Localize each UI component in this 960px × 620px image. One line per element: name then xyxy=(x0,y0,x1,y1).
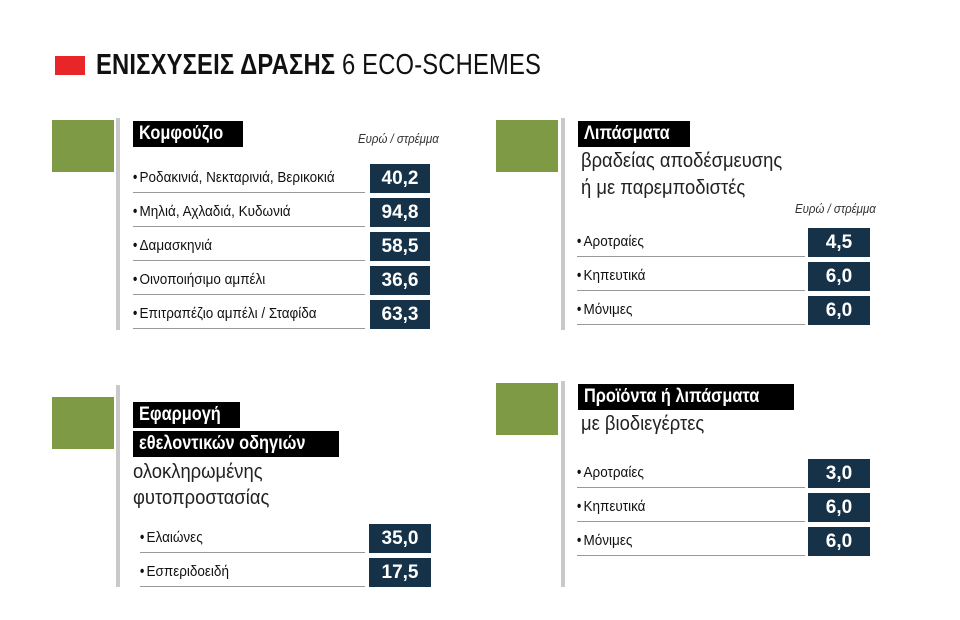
row-label-text: Μόνιμες xyxy=(583,301,633,318)
panel-subtitle: ολοκληρωμένης xyxy=(133,461,263,483)
value-box: 4,5 xyxy=(808,228,870,257)
table-row xyxy=(133,164,430,197)
table-row xyxy=(577,262,870,295)
row-label xyxy=(133,198,365,227)
value-box: 35,0 xyxy=(369,524,431,553)
table-row xyxy=(133,232,430,265)
row-label xyxy=(577,228,805,257)
panel-divider xyxy=(561,118,565,330)
row-label-text: Αροτραίες xyxy=(583,464,644,481)
row-label xyxy=(140,558,365,587)
table-row xyxy=(133,300,430,333)
bullet-icon: • xyxy=(133,271,138,288)
panel-divider xyxy=(561,381,565,587)
value-box: 94,8 xyxy=(370,198,430,227)
row-label-text: Κηπευτικά xyxy=(583,267,646,284)
value-box: 58,5 xyxy=(370,232,430,261)
value-box: 6,0 xyxy=(808,262,870,291)
row-label xyxy=(577,527,805,556)
row-label-text: Ροδακινιά, Νεκταρινιά, Βερικοκιά xyxy=(139,169,335,186)
value-box: 36,6 xyxy=(370,266,430,295)
bullet-icon: • xyxy=(577,301,582,318)
panel-subtitle: φυτοπροστασίας xyxy=(133,487,270,509)
table-row xyxy=(577,527,870,560)
row-label-text: Εσπεριδοειδή xyxy=(146,563,229,580)
row-label xyxy=(133,164,365,193)
bullet-icon: • xyxy=(133,203,138,220)
panel-green-square xyxy=(52,120,114,172)
row-label xyxy=(577,296,805,325)
bullet-icon: • xyxy=(577,532,582,549)
value-box: 6,0 xyxy=(808,296,870,325)
bullet-icon: • xyxy=(577,233,582,250)
row-label xyxy=(133,232,365,261)
row-label xyxy=(577,459,805,488)
panel-subtitle: βραδείας αποδέσμευσης xyxy=(581,150,783,172)
value-box: 40,2 xyxy=(370,164,430,193)
unit-label: Ευρώ / στρέμμα xyxy=(795,201,876,216)
panel-green-square xyxy=(496,383,558,435)
row-label xyxy=(577,262,805,291)
value-box: 3,0 xyxy=(808,459,870,488)
bullet-icon: • xyxy=(133,169,138,186)
panel-green-square xyxy=(52,397,114,449)
panel-title: Εφαρμογή xyxy=(133,402,240,428)
table-row xyxy=(577,493,870,526)
table-row xyxy=(140,558,431,591)
title-accent-square xyxy=(55,56,85,75)
table-row xyxy=(577,296,870,329)
panel-title: εθελοντικών οδηγιών xyxy=(133,431,339,457)
row-label xyxy=(140,524,365,553)
row-label-text: Οινοποιήσιμο αμπέλι xyxy=(139,271,266,288)
bullet-icon: • xyxy=(140,529,145,546)
page-title-light: 6 ECO-SCHEMES xyxy=(342,49,542,81)
row-label-text: Δαμασκηνιά xyxy=(139,237,213,254)
row-label-text: Αροτραίες xyxy=(583,233,644,250)
page-title-bold: ΕΝΙΣΧΥΣΕΙΣ ΔΡΑΣΗΣ xyxy=(96,49,336,81)
panel-divider xyxy=(116,385,120,587)
table-row xyxy=(133,266,430,299)
table-row xyxy=(577,459,870,492)
value-box: 63,3 xyxy=(370,300,430,329)
row-label-text: Μόνιμες xyxy=(583,532,633,549)
row-label xyxy=(133,266,365,295)
panel-green-square xyxy=(496,120,558,172)
bullet-icon: • xyxy=(133,305,138,322)
bullet-icon: • xyxy=(133,237,138,254)
panel-title: Κομφούζιο xyxy=(133,121,243,147)
panel-title: Λιπάσματα xyxy=(578,121,690,147)
table-row xyxy=(133,198,430,231)
row-label-text: Κηπευτικά xyxy=(583,498,646,515)
bullet-icon: • xyxy=(577,464,582,481)
bullet-icon: • xyxy=(577,498,582,515)
panel-subtitle: με βιοδιεγέρτες xyxy=(581,413,705,435)
row-label-text: Επιτραπέζιο αμπέλι / Σταφίδα xyxy=(139,305,317,322)
table-row xyxy=(140,524,431,557)
value-box: 17,5 xyxy=(369,558,431,587)
row-label-text: Μηλιά, Αχλαδιά, Κυδωνιά xyxy=(139,203,291,220)
panel-subtitle: ή με παρεμποδιστές xyxy=(581,177,746,199)
row-label xyxy=(577,493,805,522)
bullet-icon: • xyxy=(140,563,145,580)
value-box: 6,0 xyxy=(808,493,870,522)
unit-label: Ευρώ / στρέμμα xyxy=(358,131,439,146)
panel-title: Προϊόντα ή λιπάσματα xyxy=(578,384,794,410)
value-box: 6,0 xyxy=(808,527,870,556)
page-title xyxy=(96,47,541,83)
table-row xyxy=(577,228,870,261)
row-label xyxy=(133,300,365,329)
bullet-icon: • xyxy=(577,267,582,284)
panel-divider xyxy=(116,118,120,330)
row-label-text: Ελαιώνες xyxy=(146,529,203,546)
